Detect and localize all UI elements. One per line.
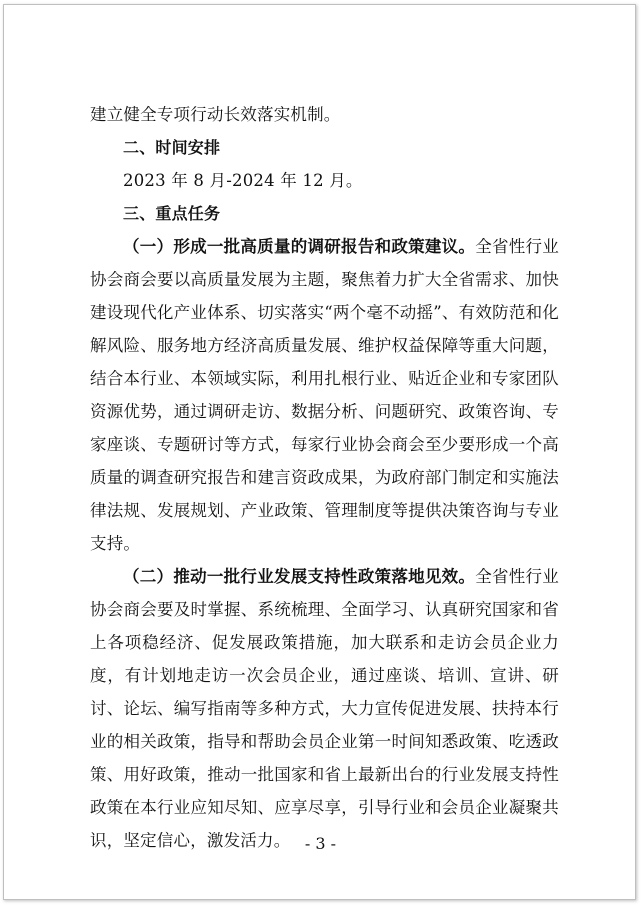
task-item-2	[90, 560, 559, 857]
task-item-2-text: 全省性行业协会商会要及时掌握、系统梳理、全面学习、认真研究国家和省上各项稳经济、促发展政策措施，加大联系和走访会员企业力度，有计划地走访一次会员企业，通过座谈、培训、宣讲、研讨、论坛、编写指南等多种方式，大力宣传促进发展、扶持本行业的相关政策，指导和帮助会员企业第一时间知悉政策、吃透政策、用好政策，推动一批国家和省上最新出台的行业发展支持性政策在本行业应知尽知、应享尽享，引导行业和会员企业凝聚共识，坚定信心，激发活力。	[90, 567, 560, 850]
section-heading-schedule: 二、时间安排	[123, 138, 221, 157]
section-heading-key-tasks: 三、重点任务	[123, 204, 221, 223]
schedule-text: 2023 年 8 月-2024 年 12 月。	[123, 171, 363, 190]
task-item-1-lead: （一）形成一批高质量的调研报告和政策建议。	[123, 237, 476, 256]
page-number: - 3 -	[304, 834, 337, 853]
task-item-1	[90, 230, 559, 560]
document-body	[90, 98, 559, 857]
task-item-2-lead: （二）推动一批行业发展支持性政策落地见效。	[123, 567, 476, 586]
continuation-paragraph: 建立健全专项行动长效落实机制。	[90, 105, 341, 124]
task-item-1-text: 全省性行业协会商会要以高质量发展为主题，聚焦着力扩大全省需求、加快建设现代化产业体系、切实落实“两个毫不动摇”、有效防范和化解风险、服务地方经济高质量发展、维护权益保障等重大问题，结合本行业、本领域实际，利用扎根行业、贴近企业和专家团队资源优势，通过调研走访、数据分析、问题研究、政策咨询、专家座谈、专题研讨等方式，每家行业协会商会至少要形成一个高质量的调查研究报告和建言资政成果，为政府部门制定和实施法律法规、发展规划、产业政策、管理制度等提供决策咨询与专业支持。	[90, 237, 560, 553]
